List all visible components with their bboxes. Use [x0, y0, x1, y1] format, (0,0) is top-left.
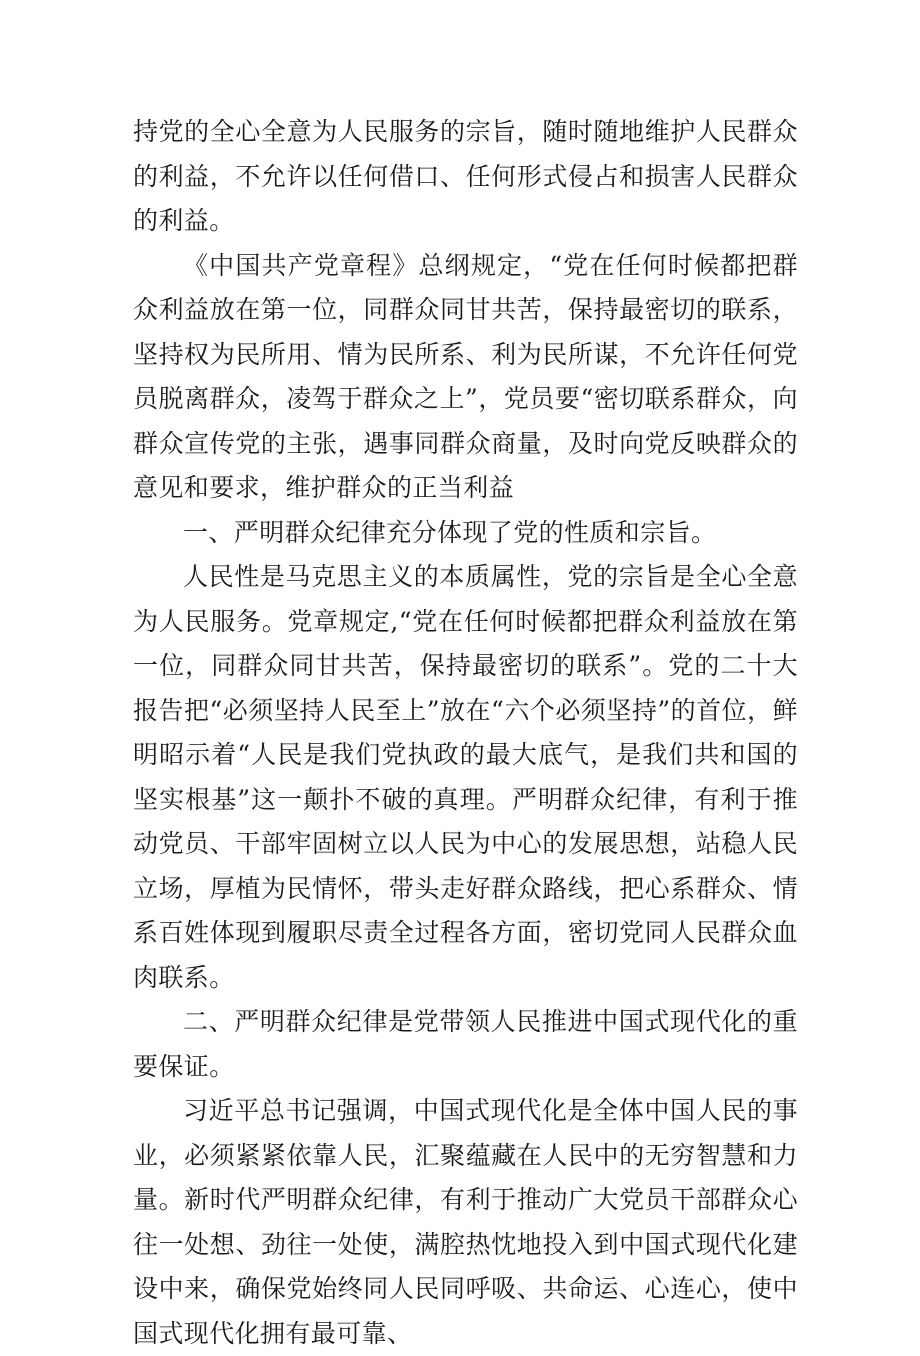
paragraph-party-constitution: 《中国共产党章程》总纲规定，“党在任何时候都把群众利益放在第一位，同群众同甘共苦，保持最密切的联系，坚持权为民所用、情为民所系、利为民所谋，不允许任何党员脱离群众，凌驾于群众之上”，党员要“密切联系群众，向群众宣传党的主张，遇事同群众商量，及时向党反映群众的意见和要求，维护群众的正当利益: [133, 250, 798, 502]
document-body: [133, 110, 798, 1356]
section-heading-2: 二、严明群众纪律是党带领人民推进中国式现代化的重要保证。: [133, 1007, 798, 1081]
section-heading-1: 一、严明群众纪律充分体现了党的性质和宗旨。: [183, 517, 717, 547]
paragraph-people-nature: 人民性是马克思主义的本质属性，党的宗旨是全心全意为人民服务。党章规定,“党在任何时候都把群众利益放在第一位，同群众同甘共苦，保持最密切的联系”。党的二十大报告把“必须坚持人民至上”放在“六个必须坚持”的首位，鲜明昭示着“人民是我们党执政的最大底气，是我们共和国的坚实根基”这一颠扑不破的真理。严明群众纪律，有利于推动党员、干部牢固树立以人民为中心的发展思想，站稳人民立场，厚植为民情怀，带头走好群众路线，把心系群众、情系百姓体现到履职尽责全过程各方面，密切党同人民群众血肉联系。: [133, 562, 798, 992]
paragraph-modernization: 习近平总书记强调，中国式现代化是全体中国人民的事业，必须紧紧依靠人民，汇聚蕴藏在人民中的无穷智慧和力量。新时代严明群众纪律，有利于推动广大党员干部群众心往一处想、劲往一处使，满腔热忱地投入到中国式现代化建设中来，确保党始终同人民同呼吸、共命运、心连心，使中国式现代化拥有最可靠、: [133, 1096, 798, 1348]
paragraph-continued: 持党的全心全意为人民服务的宗旨，随时随地维护人民群众的利益，不允许以任何借口、任何形式侵占和损害人民群众的利益。: [133, 117, 798, 235]
